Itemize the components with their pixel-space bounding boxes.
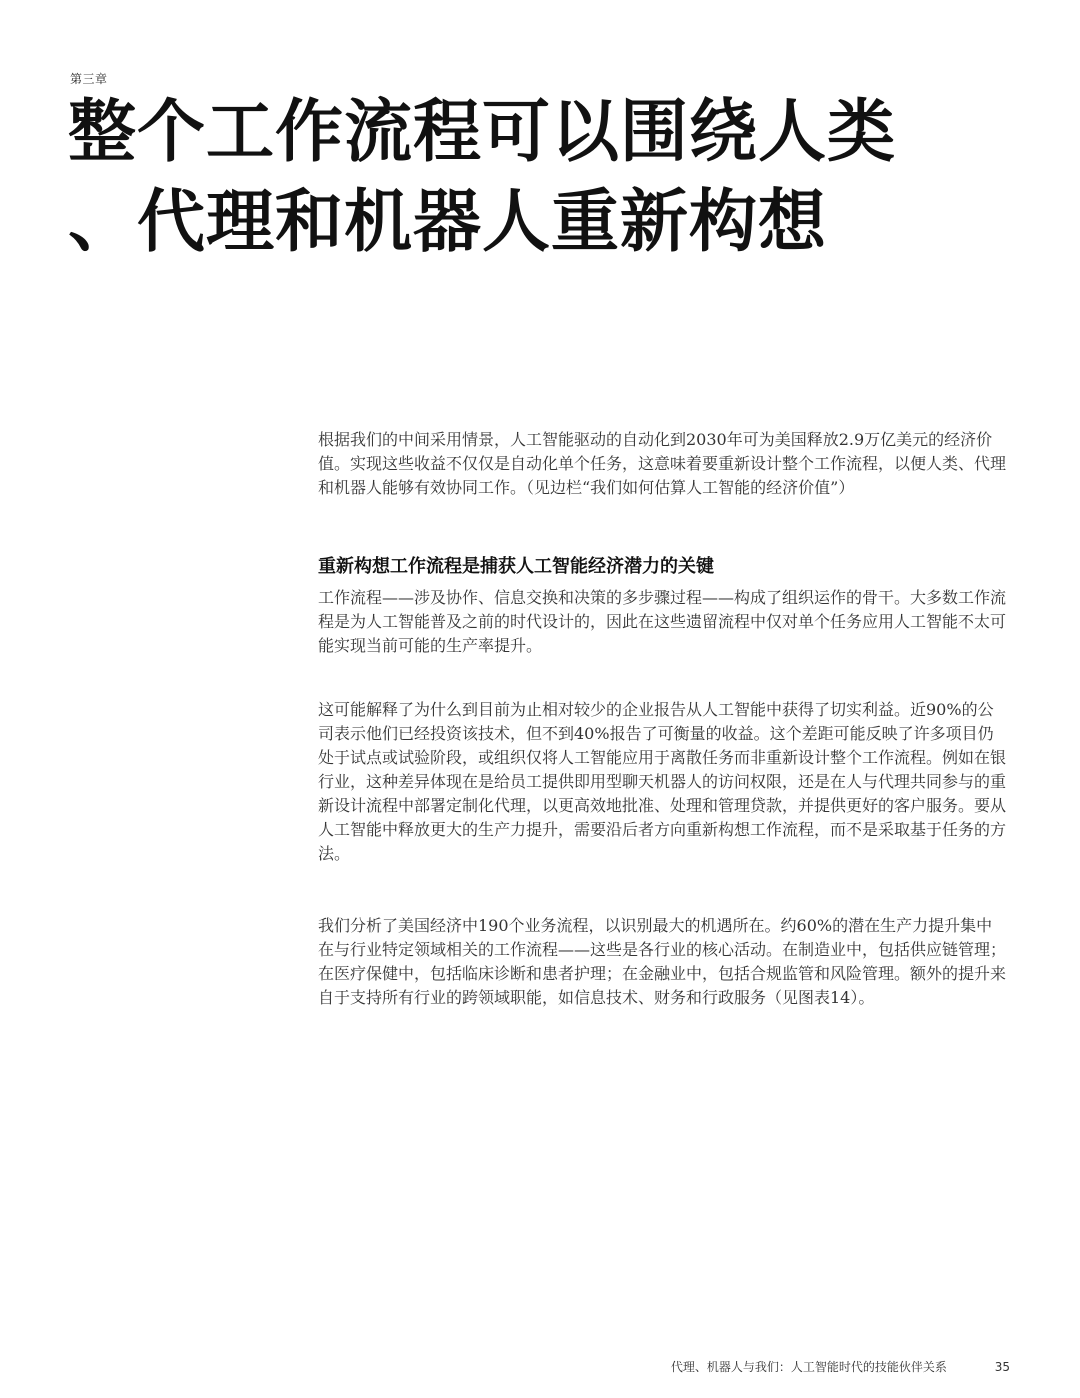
page-title [68, 88, 928, 268]
body-paragraph-1: 工作流程——涉及协作、信息交换和决策的多步骤过程——构成了组织运作的骨干。大多数工作流程是为人工智能普及之前的时代设计的，因此在这些遗留流程中仅对单个任务应用人工智能不太可能实现当前可能的生产率提升。 [318, 588, 1007, 655]
body-paragraph-3: 我们分析了美国经济中190个业务流程，以识别最大的机遇所在。约60%的潜在生产力提升集中在与行业特定领域相关的工作流程——这些是各行业的核心活动。在制造业中，包括供应链管理；在医疗保健中，包括临床诊断和患者护理；在金融业中，包括合规监管和风险管理。额外的提升来自于支持所有行业的跨领域职能，如信息技术、财务和行政服务（见图表14）。 [318, 916, 1007, 1007]
page-title-line-1: 整个工作流程可以围绕人类 [68, 93, 897, 172]
intro-paragraph: 根据我们的中间采用情景，人工智能驱动的自动化到2030年可为美国释放2.9万亿美元的经济价值。实现这些收益不仅仅是自动化单个任务，这意味着要重新设计整个工作流程，以便人类、代理和机器人能够有效协同工作。（见边栏“我们如何估算人工智能的经济价值”） [318, 430, 1007, 497]
page-number: 35 [994, 1360, 1010, 1374]
chapter-label: 第三章 [70, 72, 108, 86]
footer-publication-title: 代理、机器人与我们：人工智能时代的技能伙伴关系 [670, 1360, 947, 1374]
section-heading: 重新构想工作流程是捕获人工智能经济潜力的关键 [318, 556, 714, 577]
main-content [318, 428, 1008, 1010]
body-paragraph-2: 这可能解释了为什么到目前为止相对较少的企业报告从人工智能中获得了切实利益。近90%的公司表示他们已经投资该技术，但不到40%报告了可衡量的收益。这个差距可能反映了许多项目仍处于试点或试验阶段，或组织仅将人工智能应用于离散任务而非重新设计整个工作流程。例如在银行业，这种差异体现在是给员工提供即用型聊天机器人的访问权限，还是在人与代理共同参与的重新设计流程中部署定制化代理，以更高效地批准、处理和管理贷款，并提供更好的客户服务。要从人工智能中释放更大的生产力提升，需要沿后者方向重新构想工作流程，而不是采取基于任务的方法。 [318, 700, 1007, 863]
page-title-line-2: 、代理和机器人重新构想 [68, 183, 828, 262]
page-footer [671, 1358, 1010, 1375]
